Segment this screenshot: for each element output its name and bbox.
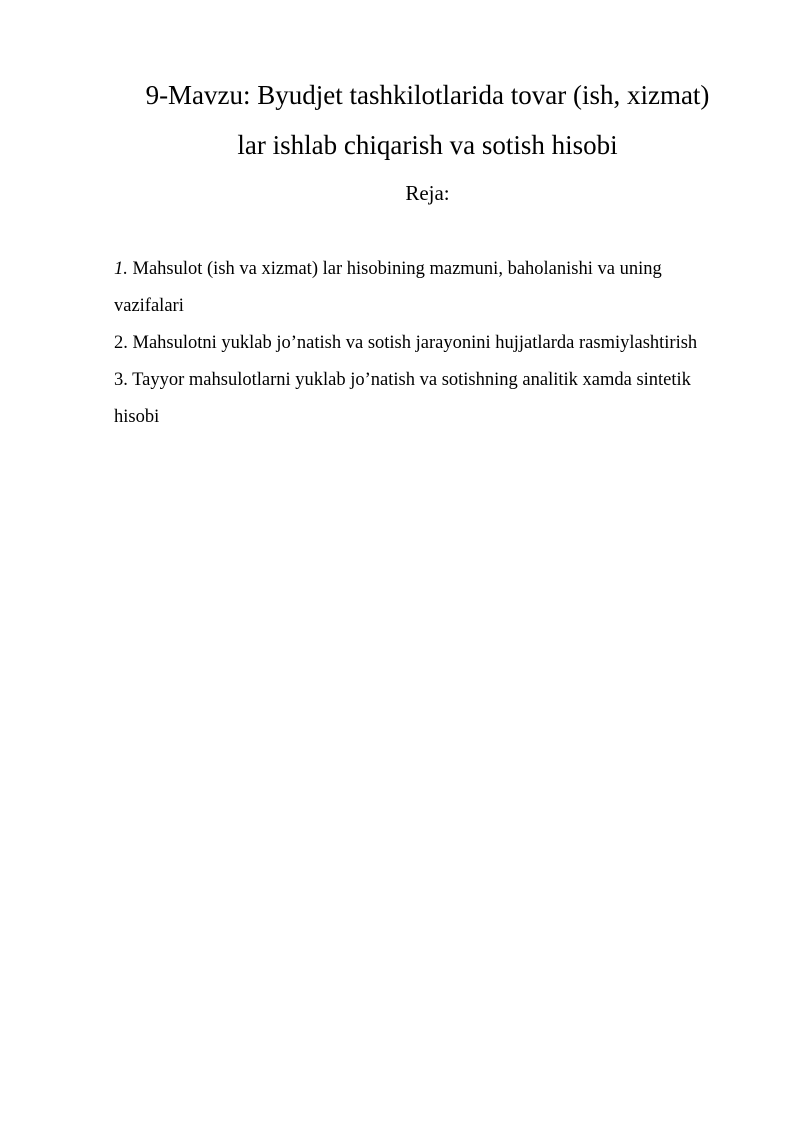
plan-item-number: 1. <box>114 259 128 279</box>
page-title-line-1: 9-Mavzu: Byudjet tashkilotlarida tovar (ish, xizmat) <box>145 80 710 110</box>
plan-item-number: 3. <box>114 370 128 390</box>
plan-item-text: Mahsulot (ish va xizmat) lar hisobining mazmuni, baholanishi va uning vazifalari <box>114 259 662 316</box>
page-title-line-2: lar ishlab chiqarish va sotish hisobi <box>237 130 618 160</box>
plan-heading: Reja: <box>405 181 450 205</box>
plan-item-2 <box>114 325 734 362</box>
plan-item-text: Mahsulotni yuklab jo’natish va sotish jarayonini hujjatlarda rasmiylashtirish <box>127 333 698 353</box>
plan-item-1 <box>114 251 734 325</box>
plan-item-number: 2. <box>114 333 128 353</box>
plan-item-text: Tayyor mahsulotlarni yuklab jo’natish va sotishning analitik xamda sintetik hisobi <box>114 370 691 427</box>
plan-list <box>114 251 734 436</box>
plan-item-3 <box>114 362 734 436</box>
